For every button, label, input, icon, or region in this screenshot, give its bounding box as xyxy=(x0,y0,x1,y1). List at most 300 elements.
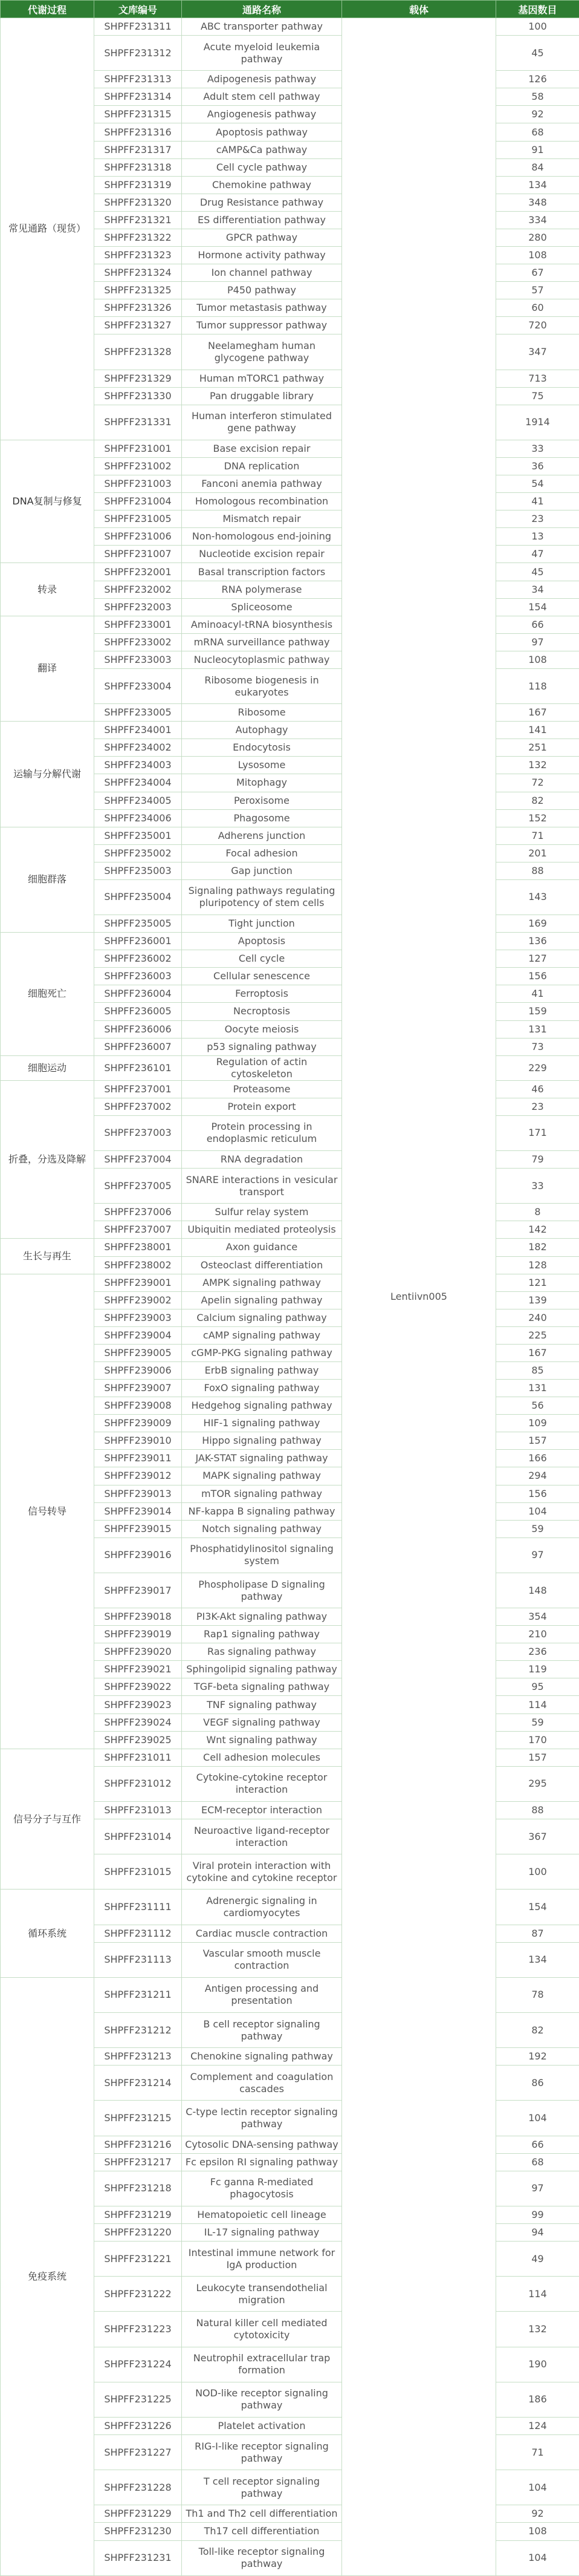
gene-count-cell: 156 xyxy=(496,968,579,985)
pathway-name-cell: Sphingolipid signaling pathway xyxy=(182,1661,342,1678)
category-cell: 常见通路（现货） xyxy=(1,18,94,440)
gene-count-cell: 157 xyxy=(496,1749,579,1766)
pathway-name-cell: NOD-like receptor signaling pathway xyxy=(182,2382,342,2417)
gene-count-cell: 23 xyxy=(496,510,579,528)
pathway-name-cell: RIG-I-like receptor signaling pathway xyxy=(182,2435,342,2470)
gene-count-cell: 33 xyxy=(496,1169,579,1204)
gene-count-cell: 334 xyxy=(496,211,579,229)
pathway-name-cell: Mitophagy xyxy=(182,774,342,792)
pathway-name-cell: Viral protein interaction with cytokine and cytokine receptor xyxy=(182,1854,342,1890)
pathway-name-cell: Mismatch repair xyxy=(182,510,342,528)
pathway-name-cell: T cell receptor signaling pathway xyxy=(182,2470,342,2505)
library-id-cell: SHPFF231223 xyxy=(94,2312,182,2347)
library-id-cell: SHPFF231006 xyxy=(94,528,182,546)
library-id-cell: SHPFF239025 xyxy=(94,1731,182,1749)
library-id-cell: SHPFF235002 xyxy=(94,844,182,862)
library-id-cell: SHPFF231328 xyxy=(94,334,182,370)
category-cell: 细胞运动 xyxy=(1,1055,94,1080)
pathway-name-cell: Cell adhesion molecules xyxy=(182,1749,342,1766)
library-id-cell: SHPFF232001 xyxy=(94,563,182,581)
gene-count-cell: 295 xyxy=(496,1766,579,1801)
gene-count-cell: 280 xyxy=(496,229,579,246)
pathway-name-cell: Pan druggable library xyxy=(182,387,342,405)
pathway-name-cell: Ribosome xyxy=(182,704,342,722)
library-id-cell: SHPFF231224 xyxy=(94,2347,182,2382)
gene-count-cell: 713 xyxy=(496,370,579,387)
library-id-cell: SHPFF239001 xyxy=(94,1274,182,1291)
pathway-name-cell: AMPK signaling pathway xyxy=(182,1274,342,1291)
pathway-name-cell: HIF-1 signaling pathway xyxy=(182,1415,342,1432)
pathway-name-cell: Phospholipase D signaling pathway xyxy=(182,1573,342,1608)
pathway-name-cell: Adult stem cell pathway xyxy=(182,88,342,106)
pathway-name-cell: ABC transporter pathway xyxy=(182,18,342,36)
pathway-name-cell: Focal adhesion xyxy=(182,844,342,862)
gene-count-cell: 294 xyxy=(496,1467,579,1485)
pathway-name-cell: Vascular smooth muscle contraction xyxy=(182,1942,342,1977)
gene-count-cell: 59 xyxy=(496,1520,579,1537)
pathway-name-cell: Hedgehog signaling pathway xyxy=(182,1397,342,1415)
library-id-cell: SHPFF231014 xyxy=(94,1819,182,1854)
pathway-name-cell: TGF-beta signaling pathway xyxy=(182,1678,342,1696)
gene-count-cell: 54 xyxy=(496,475,579,493)
gene-count-cell: 169 xyxy=(496,915,579,933)
pathway-name-cell: Cell cycle pathway xyxy=(182,158,342,176)
library-id-cell: SHPFF239007 xyxy=(94,1380,182,1397)
library-id-cell: SHPFF231221 xyxy=(94,2242,182,2277)
gene-count-cell: 100 xyxy=(496,1854,579,1890)
pathway-name-cell: Tumor metastasis pathway xyxy=(182,299,342,317)
gene-count-cell: 124 xyxy=(496,2417,579,2434)
header-vector: 载体 xyxy=(342,1,496,18)
library-id-cell: SHPFF239018 xyxy=(94,1608,182,1626)
library-id-cell: SHPFF231218 xyxy=(94,2171,182,2206)
category-cell: 细胞死亡 xyxy=(1,933,94,1056)
pathway-name-cell: Intestinal immune network for IgA production xyxy=(182,2242,342,2277)
pathway-name-cell: ErbB signaling pathway xyxy=(182,1361,342,1379)
library-id-cell: SHPFF233005 xyxy=(94,704,182,722)
pathway-name-cell: Neelamegham human glycogene pathway xyxy=(182,334,342,370)
category-cell: 生长与再生 xyxy=(1,1239,94,1274)
gene-count-cell: 186 xyxy=(496,2382,579,2417)
gene-count-cell: 67 xyxy=(496,264,579,282)
library-id-cell: SHPFF239022 xyxy=(94,1678,182,1696)
pathway-name-cell: Hormone activity pathway xyxy=(182,247,342,264)
library-id-cell: SHPFF237001 xyxy=(94,1080,182,1098)
gene-count-cell: 354 xyxy=(496,1608,579,1626)
category-cell: 翻译 xyxy=(1,616,94,721)
pathway-name-cell: Homologous recombination xyxy=(182,493,342,510)
library-id-cell: SHPFF234003 xyxy=(94,757,182,774)
library-id-cell: SHPFF231315 xyxy=(94,106,182,123)
library-id-cell: SHPFF236004 xyxy=(94,985,182,1003)
pathway-name-cell: SNARE interactions in vesicular transport xyxy=(182,1169,342,1204)
gene-count-cell: 139 xyxy=(496,1291,579,1309)
library-id-cell: SHPFF236001 xyxy=(94,933,182,950)
pathway-name-cell: C-type lectin receptor signaling pathway xyxy=(182,2101,342,2136)
pathway-name-cell: Cytosolic DNA-sensing pathway xyxy=(182,2136,342,2153)
pathway-name-cell: Acute myeloid leukemia pathway xyxy=(182,36,342,71)
library-id-cell: SHPFF239012 xyxy=(94,1467,182,1485)
gene-count-cell: 71 xyxy=(496,2435,579,2470)
pathway-name-cell: Fc ganna R-mediated phagocytosis xyxy=(182,2171,342,2206)
library-id-cell: SHPFF231317 xyxy=(94,141,182,158)
pathway-name-cell: ES differentiation pathway xyxy=(182,211,342,229)
library-id-cell: SHPFF231231 xyxy=(94,2540,182,2575)
gene-count-cell: 236 xyxy=(496,1643,579,1661)
pathway-name-cell: RNA degradation xyxy=(182,1151,342,1169)
library-id-cell: SHPFF239008 xyxy=(94,1397,182,1415)
pathway-name-cell: Platelet activation xyxy=(182,2417,342,2434)
library-id-cell: SHPFF232002 xyxy=(94,581,182,598)
library-id-cell: SHPFF231330 xyxy=(94,387,182,405)
library-id-cell: SHPFF231002 xyxy=(94,458,182,475)
pathway-name-cell: Apoptosis xyxy=(182,933,342,950)
pathway-name-cell: Basal transcription factors xyxy=(182,563,342,581)
pathway-name-cell: Adipogenesis pathway xyxy=(182,71,342,88)
gene-count-cell: 348 xyxy=(496,194,579,211)
gene-count-cell: 94 xyxy=(496,2223,579,2241)
gene-count-cell: 347 xyxy=(496,334,579,370)
library-id-cell: SHPFF231003 xyxy=(94,475,182,493)
gene-count-cell: 159 xyxy=(496,1003,579,1020)
gene-count-cell: 167 xyxy=(496,1344,579,1361)
pathway-name-cell: DNA replication xyxy=(182,458,342,475)
gene-count-cell: 86 xyxy=(496,2066,579,2101)
gene-count-cell: 68 xyxy=(496,2153,579,2171)
pathway-name-cell: Cellular senescence xyxy=(182,968,342,985)
gene-count-cell: 66 xyxy=(496,2136,579,2153)
gene-count-cell: 23 xyxy=(496,1098,579,1115)
library-id-cell: SHPFF235004 xyxy=(94,879,182,915)
gene-count-cell: 97 xyxy=(496,1537,579,1573)
pathway-name-cell: Nucleocytoplasmic pathway xyxy=(182,651,342,668)
pathway-name-cell: Complement and coagulation cascades xyxy=(182,2066,342,2101)
library-id-cell: SHPFF239023 xyxy=(94,1696,182,1714)
gene-count-cell: 118 xyxy=(496,668,579,703)
gene-count-cell: 251 xyxy=(496,739,579,757)
pathway-name-cell: Hematopoietic cell lineage xyxy=(182,2206,342,2223)
pathway-name-cell: JAK-STAT signaling pathway xyxy=(182,1450,342,1467)
gene-count-cell: 136 xyxy=(496,933,579,950)
library-id-cell: SHPFF237004 xyxy=(94,1151,182,1169)
pathway-name-cell: Rap1 signaling pathway xyxy=(182,1626,342,1643)
library-id-cell: SHPFF239014 xyxy=(94,1502,182,1520)
library-id-cell: SHPFF233003 xyxy=(94,651,182,668)
pathway-name-cell: Human interferon stimulated gene pathway xyxy=(182,405,342,440)
gene-count-cell: 148 xyxy=(496,1573,579,1608)
gene-count-cell: 154 xyxy=(496,1890,579,1925)
gene-count-cell: 114 xyxy=(496,2277,579,2312)
library-id-cell: SHPFF234004 xyxy=(94,774,182,792)
library-id-cell: SHPFF239011 xyxy=(94,1450,182,1467)
header-pathway-name: 通路名称 xyxy=(182,1,342,18)
gene-count-cell: 166 xyxy=(496,1450,579,1467)
pathway-name-cell: RNA polymerase xyxy=(182,581,342,598)
library-id-cell: SHPFF231316 xyxy=(94,123,182,141)
library-id-cell: SHPFF238002 xyxy=(94,1256,182,1274)
pathway-name-cell: Aminoacyl-tRNA biosynthesis xyxy=(182,616,342,633)
pathway-name-cell: cGMP-PKG signaling pathway xyxy=(182,1344,342,1361)
library-id-cell: SHPFF231112 xyxy=(94,1925,182,1942)
pathway-name-cell: Drug Resistance pathway xyxy=(182,194,342,211)
gene-count-cell: 131 xyxy=(496,1380,579,1397)
gene-count-cell: 78 xyxy=(496,1977,579,2012)
library-id-cell: SHPFF231219 xyxy=(94,2206,182,2223)
pathway-name-cell: Non-homologous end-joining xyxy=(182,528,342,546)
library-id-cell: SHPFF239016 xyxy=(94,1537,182,1573)
gene-count-cell: 49 xyxy=(496,2242,579,2277)
library-id-cell: SHPFF231004 xyxy=(94,493,182,510)
pathway-name-cell: Notch signaling pathway xyxy=(182,1520,342,1537)
library-id-cell: SHPFF231213 xyxy=(94,2048,182,2066)
pathway-name-cell: Lysosome xyxy=(182,757,342,774)
pathway-name-cell: Osteoclast differentiation xyxy=(182,1256,342,1274)
vector-cell: Lentiivn005 xyxy=(342,18,496,2576)
gene-count-cell: 225 xyxy=(496,1326,579,1344)
gene-count-cell: 97 xyxy=(496,633,579,651)
library-id-cell: SHPFF231013 xyxy=(94,1801,182,1819)
table-row xyxy=(1,18,579,36)
library-id-cell: SHPFF234001 xyxy=(94,722,182,739)
library-id-cell: SHPFF239020 xyxy=(94,1643,182,1661)
gene-count-cell: 108 xyxy=(496,2523,579,2540)
pathway-name-cell: Cell cycle xyxy=(182,950,342,968)
library-id-cell: SHPFF231012 xyxy=(94,1766,182,1801)
gene-count-cell: 229 xyxy=(496,1055,579,1080)
pathway-name-cell: ECM-receptor interaction xyxy=(182,1801,342,1819)
gene-count-cell: 142 xyxy=(496,1221,579,1239)
library-id-cell: SHPFF231312 xyxy=(94,36,182,71)
gene-count-cell: 104 xyxy=(496,2540,579,2575)
pathway-name-cell: Ribosome biogenesis in eukaryotes xyxy=(182,668,342,703)
pathway-name-cell: Fc epsilon RI signaling pathway xyxy=(182,2153,342,2171)
library-id-cell: SHPFF239010 xyxy=(94,1432,182,1450)
library-id-cell: SHPFF231001 xyxy=(94,440,182,457)
library-id-cell: SHPFF231220 xyxy=(94,2223,182,2241)
gene-count-cell: 41 xyxy=(496,985,579,1003)
gene-count-cell: 66 xyxy=(496,616,579,633)
pathway-name-cell: Cardiac muscle contraction xyxy=(182,1925,342,1942)
library-id-cell: SHPFF231227 xyxy=(94,2435,182,2470)
library-id-cell: SHPFF239013 xyxy=(94,1485,182,1502)
pathway-name-cell: VEGF signaling pathway xyxy=(182,1714,342,1731)
category-cell: 循环系统 xyxy=(1,1890,94,1977)
pathway-name-cell: Adherens junction xyxy=(182,827,342,844)
library-id-cell: SHPFF231331 xyxy=(94,405,182,440)
library-id-cell: SHPFF235003 xyxy=(94,862,182,879)
pathway-name-cell: Protein processing in endoplasmic reticulum xyxy=(182,1115,342,1150)
gene-count-cell: 131 xyxy=(496,1020,579,1038)
pathway-name-cell: Proteasome xyxy=(182,1080,342,1098)
gene-count-cell: 72 xyxy=(496,774,579,792)
pathway-name-cell: mRNA surveillance pathway xyxy=(182,633,342,651)
library-id-cell: SHPFF239024 xyxy=(94,1714,182,1731)
gene-count-cell: 141 xyxy=(496,722,579,739)
pathway-name-cell: PI3K-Akt signaling pathway xyxy=(182,1608,342,1626)
gene-count-cell: 201 xyxy=(496,844,579,862)
gene-count-cell: 132 xyxy=(496,2312,579,2347)
library-id-cell: SHPFF239019 xyxy=(94,1626,182,1643)
pathway-name-cell: Th1 and Th2 cell differentiation xyxy=(182,2505,342,2523)
header-category: 代谢过程 xyxy=(1,1,94,18)
gene-count-cell: 85 xyxy=(496,1361,579,1379)
library-id-cell: SHPFF234006 xyxy=(94,809,182,827)
library-id-cell: SHPFF234002 xyxy=(94,739,182,757)
gene-count-cell: 56 xyxy=(496,1397,579,1415)
gene-count-cell: 8 xyxy=(496,1204,579,1221)
pathway-name-cell: Spliceosome xyxy=(182,598,342,616)
library-id-cell: SHPFF234005 xyxy=(94,792,182,809)
pathway-name-cell: Angiogenesis pathway xyxy=(182,106,342,123)
gene-count-cell: 126 xyxy=(496,71,579,88)
gene-count-cell: 128 xyxy=(496,1256,579,1274)
gene-count-cell: 132 xyxy=(496,757,579,774)
pathway-name-cell: cAMP signaling pathway xyxy=(182,1326,342,1344)
library-id-cell: SHPFF232003 xyxy=(94,598,182,616)
pathway-name-cell: Protein export xyxy=(182,1098,342,1115)
gene-count-cell: 33 xyxy=(496,440,579,457)
library-id-cell: SHPFF231228 xyxy=(94,2470,182,2505)
table-body xyxy=(1,18,579,2576)
header-library-id: 文库编号 xyxy=(94,1,182,18)
pathway-name-cell: Neutrophil extracellular trap formation xyxy=(182,2347,342,2382)
library-id-cell: SHPFF231319 xyxy=(94,176,182,194)
library-id-cell: SHPFF231222 xyxy=(94,2277,182,2312)
gene-count-cell: 134 xyxy=(496,176,579,194)
gene-count-cell: 68 xyxy=(496,123,579,141)
gene-count-cell: 210 xyxy=(496,1626,579,1643)
library-id-cell: SHPFF231005 xyxy=(94,510,182,528)
gene-count-cell: 240 xyxy=(496,1309,579,1326)
library-id-cell: SHPFF239002 xyxy=(94,1291,182,1309)
library-id-cell: SHPFF231327 xyxy=(94,317,182,334)
pathway-name-cell: Wnt signaling pathway xyxy=(182,1731,342,1749)
gene-count-cell: 152 xyxy=(496,809,579,827)
pathway-name-cell: Leukocyte transendothelial migration xyxy=(182,2277,342,2312)
gene-count-cell: 82 xyxy=(496,2012,579,2047)
gene-count-cell: 182 xyxy=(496,1239,579,1256)
gene-count-cell: 127 xyxy=(496,950,579,968)
library-id-cell: SHPFF235005 xyxy=(94,915,182,933)
gene-count-cell: 60 xyxy=(496,299,579,317)
gene-count-cell: 36 xyxy=(496,458,579,475)
pathway-name-cell: Phosphatidylinositol signaling system xyxy=(182,1537,342,1573)
gene-count-cell: 104 xyxy=(496,2101,579,2136)
gene-count-cell: 45 xyxy=(496,36,579,71)
gene-count-cell: 84 xyxy=(496,158,579,176)
pathway-name-cell: Regulation of actin cytoskeleton xyxy=(182,1055,342,1080)
library-id-cell: SHPFF231326 xyxy=(94,299,182,317)
gene-count-cell: 75 xyxy=(496,387,579,405)
library-id-cell: SHPFF231320 xyxy=(94,194,182,211)
pathway-name-cell: NF-kappa B signaling pathway xyxy=(182,1502,342,1520)
gene-count-cell: 58 xyxy=(496,88,579,106)
pathway-name-cell: Ion channel pathway xyxy=(182,264,342,282)
pathway-name-cell: Signaling pathways regulating pluripotency of stem cells xyxy=(182,879,342,915)
gene-count-cell: 88 xyxy=(496,862,579,879)
library-id-cell: SHPFF231111 xyxy=(94,1890,182,1925)
library-id-cell: SHPFF236006 xyxy=(94,1020,182,1038)
category-cell: 信号分子与互作 xyxy=(1,1749,94,1890)
library-id-cell: SHPFF231230 xyxy=(94,2523,182,2540)
library-id-cell: SHPFF231313 xyxy=(94,71,182,88)
pathway-name-cell: Phagosome xyxy=(182,809,342,827)
library-id-cell: SHPFF233002 xyxy=(94,633,182,651)
category-cell: 运输与分解代谢 xyxy=(1,722,94,827)
gene-count-cell: 47 xyxy=(496,546,579,563)
library-id-cell: SHPFF231229 xyxy=(94,2505,182,2523)
pathway-name-cell: Natural killer cell mediated cytotoxicity xyxy=(182,2312,342,2347)
pathway-name-cell: Sulfur relay system xyxy=(182,1204,342,1221)
gene-count-cell: 99 xyxy=(496,2206,579,2223)
gene-count-cell: 41 xyxy=(496,493,579,510)
pathway-name-cell: Apoptosis pathway xyxy=(182,123,342,141)
category-cell: 折叠，分选及降解 xyxy=(1,1080,94,1239)
library-id-cell: SHPFF231321 xyxy=(94,211,182,229)
gene-count-cell: 114 xyxy=(496,1696,579,1714)
library-id-cell: SHPFF231217 xyxy=(94,2153,182,2171)
pathway-name-cell: Peroxisome xyxy=(182,792,342,809)
pathway-name-cell: Adrenergic signaling in cardiomyocytes xyxy=(182,1890,342,1925)
pathway-name-cell: B cell receptor signaling pathway xyxy=(182,2012,342,2047)
gene-count-cell: 109 xyxy=(496,1415,579,1432)
pathway-name-cell: Ubiquitin mediated proteolysis xyxy=(182,1221,342,1239)
gene-count-cell: 190 xyxy=(496,2347,579,2382)
library-id-cell: SHPFF239003 xyxy=(94,1309,182,1326)
gene-count-cell: 71 xyxy=(496,827,579,844)
pathway-name-cell: Apelin signaling pathway xyxy=(182,1291,342,1309)
pathway-name-cell: Calcium signaling pathway xyxy=(182,1309,342,1326)
library-id-cell: SHPFF231215 xyxy=(94,2101,182,2136)
pathway-name-cell: Ferroptosis xyxy=(182,985,342,1003)
library-id-cell: SHPFF231322 xyxy=(94,229,182,246)
pathway-name-cell: Endocytosis xyxy=(182,739,342,757)
gene-count-cell: 170 xyxy=(496,1731,579,1749)
pathway-name-cell: Gap junction xyxy=(182,862,342,879)
category-cell: DNA复制与修复 xyxy=(1,440,94,563)
library-id-cell: SHPFF231011 xyxy=(94,1749,182,1766)
pathway-name-cell: Th17 cell differentiation xyxy=(182,2523,342,2540)
library-id-cell: SHPFF233001 xyxy=(94,616,182,633)
gene-count-cell: 121 xyxy=(496,1274,579,1291)
gene-count-cell: 92 xyxy=(496,106,579,123)
library-id-cell: SHPFF231214 xyxy=(94,2066,182,2101)
pathway-name-cell: Chenokine signaling pathway xyxy=(182,2048,342,2066)
gene-count-cell: 91 xyxy=(496,141,579,158)
gene-count-cell: 95 xyxy=(496,1678,579,1696)
pathway-name-cell: Fanconi anemia pathway xyxy=(182,475,342,493)
gene-count-cell: 167 xyxy=(496,704,579,722)
header-gene-count: 基因数目 xyxy=(496,1,579,18)
category-cell: 信号转导 xyxy=(1,1274,94,1749)
pathway-name-cell: FoxO signaling pathway xyxy=(182,1380,342,1397)
pathway-name-cell: Oocyte meiosis xyxy=(182,1020,342,1038)
library-id-cell: SHPFF231314 xyxy=(94,88,182,106)
gene-count-cell: 367 xyxy=(496,1819,579,1854)
table-header-row xyxy=(1,1,579,18)
pathway-name-cell: Base excision repair xyxy=(182,440,342,457)
pathway-name-cell: Axon guidance xyxy=(182,1239,342,1256)
gene-count-cell: 57 xyxy=(496,282,579,299)
gene-count-cell: 88 xyxy=(496,1801,579,1819)
pathway-name-cell: Ras signaling pathway xyxy=(182,1643,342,1661)
pathway-name-cell: Autophagy xyxy=(182,722,342,739)
library-id-cell: SHPFF231225 xyxy=(94,2382,182,2417)
gene-count-cell: 119 xyxy=(496,1661,579,1678)
library-id-cell: SHPFF231015 xyxy=(94,1854,182,1890)
pathway-name-cell: Cytokine-cytokine receptor interaction xyxy=(182,1766,342,1801)
pathway-name-cell: mTOR signaling pathway xyxy=(182,1485,342,1502)
